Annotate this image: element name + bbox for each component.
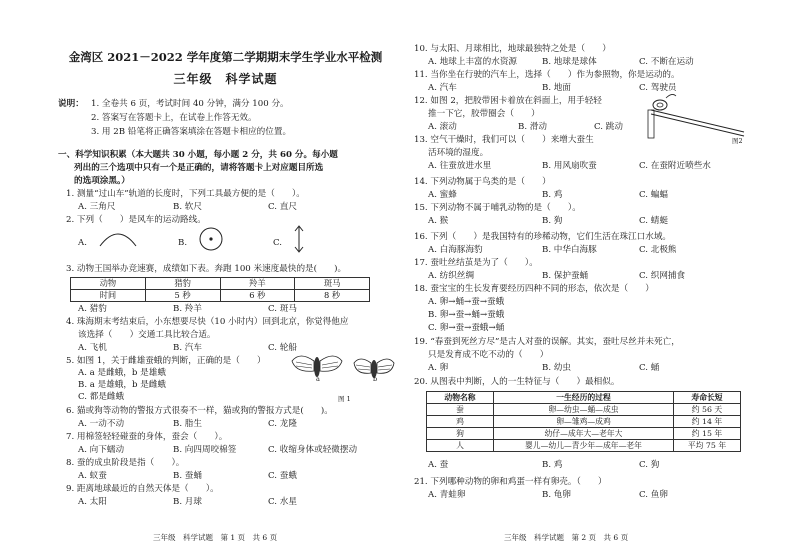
- table-header: 动物: [71, 278, 146, 290]
- option-c: C. 卵→蚕→蚕蛾→蛹: [428, 323, 505, 333]
- option-c: C. 驾驶员: [639, 83, 677, 93]
- right-page: [414, 0, 754, 550]
- option-c: C. 蛹: [639, 363, 660, 373]
- option-a: A. 蜜蜂: [428, 190, 457, 200]
- question-4-cont: 该选择（ ）交通工具比较合适。: [78, 330, 216, 340]
- figure-a-label: a: [316, 375, 320, 383]
- option-b: B. 鸡: [542, 190, 563, 200]
- footer-page-1: 三年级 科学试题 第 1 页 共 6 页: [153, 533, 278, 542]
- option-b: B. 羚羊: [173, 304, 202, 314]
- page-subtitle: 三年级 科学试题: [173, 72, 278, 86]
- option-a: A. 蚁蚕: [78, 471, 107, 481]
- table-row: [427, 428, 741, 440]
- question-11: 11. 当你坐在行驶的汽车上，选择（ ）作为参照物，你是运动的。: [414, 70, 680, 80]
- question-12-cont: 推一下它，胶带圈会（ ）: [428, 109, 540, 119]
- table-cell: 平均 75 年: [674, 440, 741, 452]
- option-a: A. 猎豹: [78, 304, 107, 314]
- option-c: C. 斑马: [268, 304, 297, 314]
- table-header: 动物名称: [427, 392, 494, 404]
- option-c: C. 鱼卵: [639, 490, 668, 500]
- question-13: 13. 空气干燥时，我们可以（ ）来增大蚕生: [414, 135, 594, 145]
- option-c: C. 收缩身体或轻微摆动: [268, 445, 358, 455]
- question-14: 14. 下列动物属于鸟类的是（ ）: [414, 177, 551, 187]
- option-b: B. 月球: [173, 497, 202, 507]
- option-a: A. 纺织丝绸: [428, 271, 475, 281]
- option-a: A. 卵: [428, 363, 449, 373]
- option-b: B. 龟卵: [542, 490, 571, 500]
- question-13-cont: 活环境的湿度。: [428, 148, 489, 158]
- table-cell: 约 56 天: [674, 404, 741, 416]
- option-b: B. 向四周咬棉签: [173, 445, 237, 455]
- table-header: 一生经历的过程: [494, 392, 674, 404]
- circle-path-figure: [198, 226, 224, 252]
- option-c: C. 跳动: [594, 122, 623, 132]
- option-a: A. 地球上丰富的水资源: [428, 57, 518, 67]
- option-c: C. 都是雌蛾: [78, 392, 125, 402]
- table-cell: 鸡: [427, 416, 494, 428]
- section-heading: 一、科学知识积累（本大题共 30 小题，每小题 2 分，共 60 分。每小题: [58, 150, 338, 160]
- option-b: B. 脂生: [173, 419, 202, 429]
- option-a: A. 滚动: [428, 122, 457, 132]
- table-row: [427, 440, 741, 452]
- question-17: 17. 蚕吐丝结茧是为了（ ）。: [414, 258, 538, 268]
- question-16: 16. 下列（ ）是我国特有的珍稀动物，它们生活在珠江口水域。: [414, 232, 672, 242]
- left-page: [58, 0, 393, 550]
- figure-1-caption: 图 1: [338, 395, 351, 403]
- option-c: C. 蝙蝠: [639, 190, 668, 200]
- question-19-cont: 只是发育成不吃不动的（ ）: [428, 350, 549, 360]
- option-a: A. 往蚕放进水里: [428, 161, 492, 171]
- table-header: 猎豹: [145, 278, 220, 290]
- option-c: C. 直尺: [268, 202, 297, 212]
- note-item: 2. 答案写在答题卡上，在试卷上作答无效。: [91, 113, 257, 123]
- question-3: 3. 动物王国举办竞速赛，成绩如下表。奔跑 100 米速度最快的是( )。: [66, 264, 347, 274]
- option-c: C.: [273, 238, 283, 248]
- option-c: C. 不断在运动: [639, 57, 694, 67]
- table-cell: 6 秒: [220, 290, 295, 302]
- figure-2-caption: 图2: [732, 137, 743, 145]
- option-c: C. 蜻蜓: [639, 216, 668, 226]
- table-cell: 约 15 年: [674, 428, 741, 440]
- question-18: 18. 蚕宝宝的生长发育要经历四种不同的形态，依次是（ ）: [414, 284, 654, 294]
- question-21: 21. 下列哪种动物的卵和鸡蛋一样有卵壳。（ ）: [414, 477, 607, 487]
- option-c: C. 织网捕食: [639, 271, 686, 281]
- question-15: 15. 下列动物不属于哺乳动物的是（ ）。: [414, 203, 581, 213]
- question-7: 7. 用棉签轻轻碰蚕的身体，蚕会（ ）。: [66, 432, 228, 442]
- option-a: A. 向下蠕动: [78, 445, 125, 455]
- option-b: B. 狗: [542, 216, 563, 226]
- table-header: 羚羊: [220, 278, 295, 290]
- page-title: 金湾区 2021－2022 学年度第二学期期末学生学业水平检测: [68, 50, 383, 64]
- table-cell: 狗: [427, 428, 494, 440]
- option-b: B. 用风扇吹蚕: [542, 161, 597, 171]
- moth-a-drawing: [292, 356, 342, 377]
- table-row: [427, 404, 741, 416]
- option-b: B. 滑动: [518, 122, 547, 132]
- section-heading: 的选项涂黑。）: [74, 176, 130, 186]
- option-b: B. 汽车: [173, 343, 202, 353]
- table-cell: 幼仔—成年大—老年大: [494, 428, 674, 440]
- option-a: A. 汽车: [428, 83, 457, 93]
- option-c: C. 北极熊: [639, 245, 677, 255]
- notes-label: 说明：: [58, 99, 84, 109]
- footer-page-2: 三年级 科学试题 第 2 页 共 6 页: [504, 533, 629, 542]
- option-a: A. 白海豚海豹: [428, 245, 483, 255]
- note-item: 1. 全卷共 6 页，考试时间 40 分钟，满分 100 分。: [91, 99, 289, 109]
- option-b: B. 蚕蛹: [173, 471, 202, 481]
- option-a: A. 飞机: [78, 343, 107, 353]
- lifecycle-table: [426, 391, 741, 452]
- question-19: 19. “春蚕到死丝方尽”是古人对蚕的误解。其实，蚕吐尽丝并未死亡，: [414, 337, 680, 347]
- option-b: B. 鸡: [542, 460, 563, 470]
- option-c: C. 水星: [268, 497, 297, 507]
- option-a: A. 一动不动: [78, 419, 125, 429]
- option-b: B. 地球是球体: [542, 57, 597, 67]
- option-c: C. 龙隆: [268, 419, 297, 429]
- option-a: A. 蚕: [428, 460, 449, 470]
- option-b: B. a 是雄蛾，b 是雌蛾: [78, 380, 167, 390]
- table-cell: 卵—雏鸡—成鸡: [494, 416, 674, 428]
- question-12: 12. 如图 2，把胶带困卡着放在斜面上，用手轻轻: [414, 96, 602, 106]
- question-4: 4. 珠海期末考结束后，小东想要尽快（10 小时内）回到北京，你觉得他应: [66, 317, 349, 327]
- note-item: 3. 用 2B 铅笔将正确答案填涂在答题卡相应的位置。: [91, 127, 292, 137]
- option-b: B. 地面: [542, 83, 571, 93]
- question-20: 20. 从图表中判断，人的一生特征与（ ）最相似。: [414, 377, 620, 387]
- option-b: B.: [178, 238, 188, 248]
- table-row: [427, 416, 741, 428]
- question-8: 8. 蚕的成虫阶段是指（ ）。: [66, 458, 185, 468]
- table-cell: 人: [427, 440, 494, 452]
- option-b: B. 保护蚕蛹: [542, 271, 589, 281]
- table-cell: 卵—幼虫—蛹—成虫: [494, 404, 674, 416]
- option-a: A. 太阳: [78, 497, 107, 507]
- option-b: B. 中华白海豚: [542, 245, 597, 255]
- option-a: A. 卵→蛹→蚕→蚕蛾: [428, 297, 505, 307]
- option-c: C. 轮船: [268, 343, 297, 353]
- option-a: A.: [78, 238, 87, 248]
- table-cell: 约 14 年: [674, 416, 741, 428]
- speed-table: [70, 277, 370, 302]
- figure-b-label: b: [373, 375, 378, 383]
- section-heading: 列出的三个选项中只有一个是正确的，请将答题卡上对应题目所选: [74, 163, 324, 173]
- question-9: 9. 距离地球最近的自然天体是（ ）。: [66, 484, 219, 494]
- table-cell: 8 秒: [295, 290, 370, 302]
- updown-arrow-figure: [294, 225, 304, 253]
- question-1: 1. 测量“过山车”轨道的长度时，下列工具最方便的是（ ）。: [66, 189, 305, 199]
- option-a: A. 猴: [428, 216, 449, 226]
- option-c: C. 在蚕附近喷些水: [639, 161, 711, 171]
- option-b: B. 卵→蚕→蛹→蚕蛾: [428, 310, 505, 320]
- table-header: 斑马: [295, 278, 370, 290]
- table-cell: 蚕: [427, 404, 494, 416]
- option-a: A. 青蛙卵: [428, 490, 466, 500]
- question-6: 6. 猫或狗等动物的警报方式很奏不一样，猫或狗的警报方式是( )。: [66, 406, 333, 416]
- option-b: B. 幼虫: [542, 363, 571, 373]
- question-5: 5. 如图 1，关于雌雄蚕蛾的判断，正确的是（ ）: [66, 356, 266, 366]
- table-cell: 时间: [71, 290, 146, 302]
- arc-path-figure: [98, 228, 138, 248]
- moth-figure: [290, 353, 390, 391]
- ramp-figure: [640, 90, 750, 140]
- option-a: A. 三角尺: [78, 202, 116, 212]
- question-10: 10. 与太阳、月球相比，地球最独特之处是（ ）: [414, 44, 611, 54]
- table-header: 寿命长短: [674, 392, 741, 404]
- option-b: B. 软尺: [173, 202, 202, 212]
- option-a: A. a 是雌蛾，b 是雄蛾: [78, 368, 166, 378]
- table-cell: 5 秒: [145, 290, 220, 302]
- option-c: C. 蚕蛾: [268, 471, 297, 481]
- table-cell: 婴儿—幼儿—青少年—成年—老年: [494, 440, 674, 452]
- question-2: 2. 下列（ ）是风车的运动路线。: [66, 215, 206, 225]
- option-c: C. 狗: [639, 460, 660, 470]
